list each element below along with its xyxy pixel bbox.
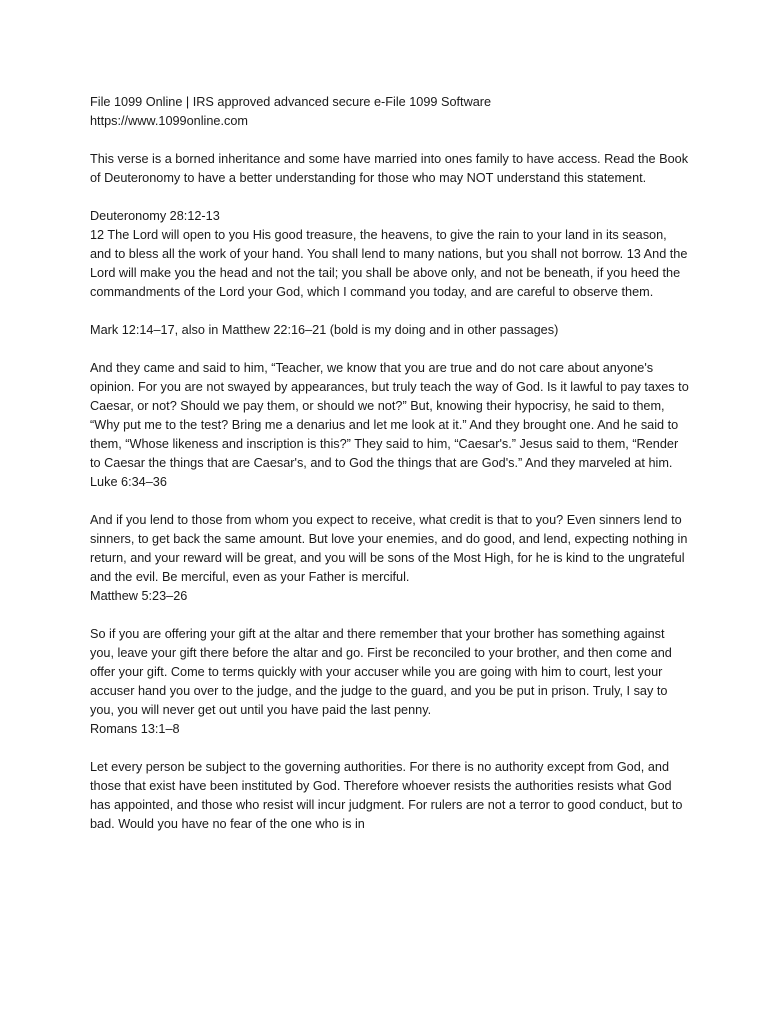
intro-paragraph: This verse is a borned inheritance and some have married into ones family to have access. Read the Book of Deuteronomy to have a better understanding for those who may NOT understand this statement. <box>90 152 689 185</box>
spacer <box>90 739 690 758</box>
document-url: https://www.1099online.com <box>90 114 248 128</box>
spacer <box>90 606 690 625</box>
mark-text: And they came and said to him, “Teacher, we know that you are true and do not care about anyone's opinion. For you are not swayed by appearances, but truly teach the way of God. Is it lawful to pay taxes to Caesar, or not? Should we pay them, or should we not?” But, knowing their hypocrisy, he said to them, “Why put me to the test? Bring me a denarius and let me look at it.” And they brought one. And he said to them, “Whose likeness and inscription is this?” They said to him, “Caesar's.” Jesus said to them, “Render to Caesar the things that are Caesar's, and to God the things that are God's.” And they marveled at him. <box>90 361 689 470</box>
romans-reference: Romans 13:1–8 <box>90 722 180 736</box>
deuteronomy-text: 12 The Lord will open to you His good treasure, the heavens, to give the rain to your land in its season, and to bless all the work of your hand. You shall lend to many nations, but you shall not borrow. 13 And the Lord will make you the head and not the tail; you shall be above only, and not be beneath, if you heed the commandments of the Lord your God, which I command you today, and are careful to observe them. <box>90 228 688 299</box>
spacer <box>90 188 690 207</box>
document-title: File 1099 Online | IRS approved advanced secure e-File 1099 Software <box>90 95 492 109</box>
document-page <box>90 93 690 834</box>
luke-text: And if you lend to those from whom you expect to receive, what credit is that to you? Even sinners lend to sinners, to get back the same amount. But love your enemies, and do good, and lend, expecting nothing in return, and your reward will be great, and you will be sons of the Most High, for he is kind to the ungrateful and the evil. Be merciful, even as your Father is merciful. <box>90 513 688 584</box>
mark-reference: Mark 12:14–17, also in Matthew 22:16–21 (bold is my doing and in other passages) <box>90 323 559 337</box>
matthew-text: So if you are offering your gift at the altar and there remember that your brother has something against you, leave your gift there before the altar and go. First be reconciled to your brother, and then come and offer your gift. Come to terms quickly with your accuser while you are going with him to court, lest your accuser hand you over to the judge, and the judge to the guard, and you be put in prison. Truly, I say to you, you will never get out until you have paid the last penny. <box>90 627 672 717</box>
spacer <box>90 492 690 511</box>
matthew-reference: Matthew 5:23–26 <box>90 589 188 603</box>
romans-text: Let every person be subject to the governing authorities. For there is no authority except from God, and those that exist have been instituted by God. Therefore whoever resists the authorities resists what God has appointed, and those who resist will incur judgment. For rulers are not a terror to good conduct, but to bad. Would you have no fear of the one who is in <box>90 760 683 831</box>
spacer <box>90 131 690 150</box>
spacer <box>90 340 690 359</box>
spacer <box>90 302 690 321</box>
deuteronomy-reference: Deuteronomy 28:12-13 <box>90 209 220 223</box>
luke-reference: Luke 6:34–36 <box>90 475 167 489</box>
